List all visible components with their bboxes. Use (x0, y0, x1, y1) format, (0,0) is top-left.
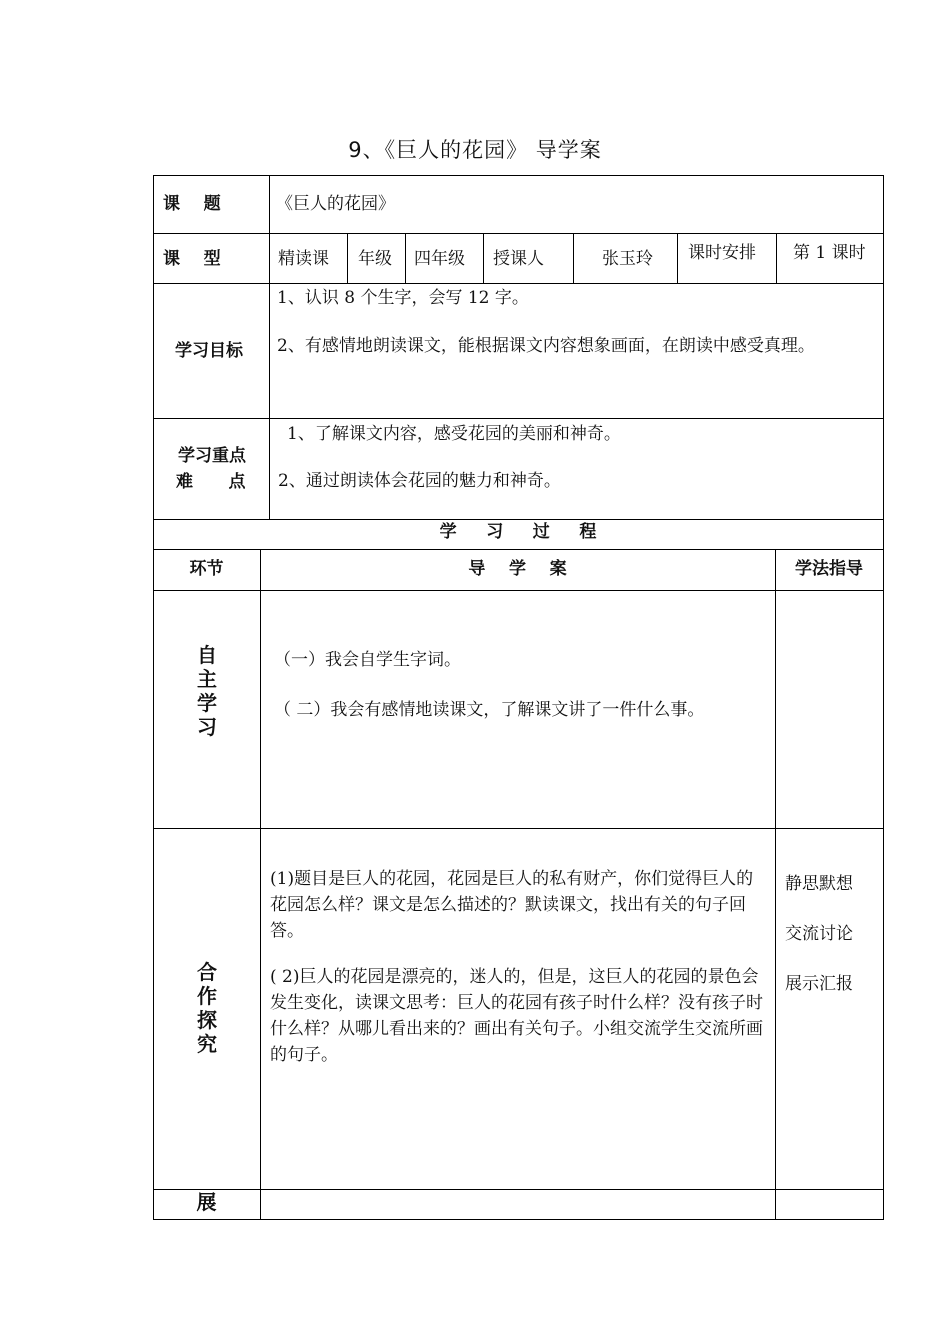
process-heading: 学 习 过 程 (439, 522, 597, 542)
key-points-label-2: 难 点 (176, 472, 246, 492)
grade-value: 四年级 (414, 249, 465, 269)
guide-item: 展示汇报 (785, 974, 853, 994)
stage-show: 展 (196, 1190, 217, 1214)
goals-label: 学习目标 (175, 341, 243, 361)
teacher-value: 张玉玲 (602, 249, 653, 269)
key-point-item: 1、了解课文内容，感受花园的美丽和神奇。 (287, 424, 621, 444)
schedule-value: 第 1 课时 (793, 243, 866, 263)
guide-item: 交流讨论 (785, 924, 853, 944)
key-points-label: 学习重点 (178, 446, 246, 466)
topic-value: 《巨人的花园》 (276, 194, 395, 214)
row-divider (153, 233, 884, 234)
stage-self-study: 自主学习 (197, 643, 217, 739)
guide-item: 静思默想 (785, 874, 853, 894)
self-study-item: （一）我会自学生字词。 (274, 650, 461, 670)
col-divider (260, 549, 261, 1220)
goal-item: 1、认识 8 个生字，会写 12 字。 (277, 288, 529, 308)
col-header-guide: 学法指导 (795, 559, 863, 579)
grade-label: 年级 (358, 249, 392, 269)
row-divider (153, 283, 884, 284)
self-study-item: （ 二）我会有感情地读课文，了解课文讲了一件什么事。 (274, 700, 705, 720)
col-header-plan: 导 学 案 (468, 559, 567, 579)
teacher-label: 授课人 (493, 249, 544, 269)
stage-cooperative: 合作探究 (197, 960, 217, 1056)
row-divider (153, 418, 884, 419)
type-label: 课 型 (163, 249, 221, 269)
table-border-left (153, 175, 154, 1220)
col-divider (347, 233, 348, 283)
col-divider (269, 175, 270, 519)
key-point-item: 2、通过朗读体会花园的魅力和神奇。 (278, 471, 561, 491)
col-divider (483, 233, 484, 283)
col-divider (573, 233, 574, 283)
goal-item: 2、有感情地朗读课文，能根据课文内容想象画面，在朗读中感受真理。 (277, 336, 815, 356)
schedule-label: 课时安排 (688, 243, 756, 263)
col-divider (775, 549, 776, 1220)
coop-question-2: ( 2)巨人的花园是漂亮的，迷人的，但是，这巨人的花园的景色会发生变化，读课文思考：巨人的花园有孩子时什么样？没有孩子时什么样？从哪儿看出来的？画出有关句子。小组交流学生交流所画的句子。 (270, 967, 763, 1065)
col-divider (776, 233, 777, 283)
table-border-top (153, 175, 884, 176)
col-divider (677, 233, 678, 283)
page-title: 9、《巨人的花园》 导学案 (348, 138, 602, 162)
coop-question-1: (1)题目是巨人的花园，花园是巨人的私有财产，你们觉得巨人的花园怎么样？课文是怎么描述的？默读课文，找出有关的句子回答。 (270, 869, 754, 941)
type-value: 精读课 (278, 249, 329, 269)
col-header-stage: 环节 (189, 559, 224, 579)
col-divider (405, 233, 406, 283)
topic-label: 课 题 (163, 194, 221, 214)
table-border-right (883, 175, 884, 1220)
